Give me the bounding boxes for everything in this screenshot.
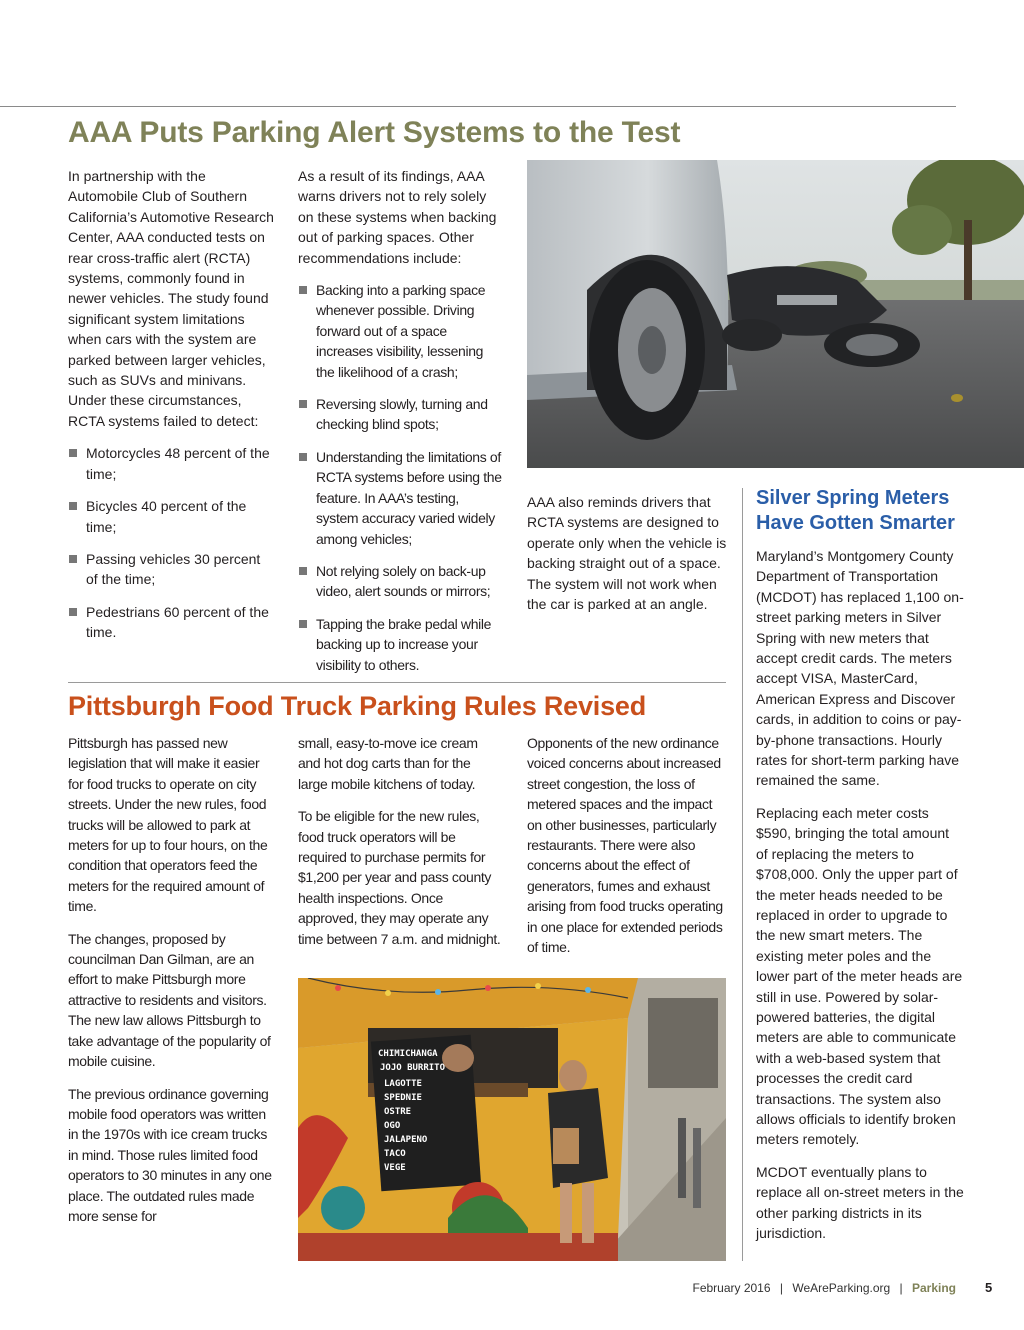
aaa-column-1 (68, 166, 274, 655)
list-item: Tapping the brake pedal while backing up to increase your visibility to others. (298, 614, 504, 675)
article-title-pittsburgh: Pittsburgh Food Truck Parking Rules Revised (68, 691, 647, 721)
recommendations-list (298, 280, 504, 675)
list-item: Backing into a parking space whenever possible. Driving forward out of a space increases visibility, lessening the likelihood of a crash; (298, 280, 504, 382)
aaa-findings-paragraph: As a result of its findings, AAA warns drivers not to rely solely on these systems when backing out of parking spaces. Other recommendations include: (298, 168, 497, 266)
page-number: 5 (985, 1280, 993, 1295)
rcta-failure-list (68, 443, 274, 642)
aaa-column-3 (527, 492, 727, 626)
silver-spring-column (756, 546, 964, 1255)
truck-sign-item: TACO (384, 1149, 406, 1159)
truck-sign-item: VEGE (384, 1163, 406, 1173)
article-title-aaa: AAA Puts Parking Alert Systems to the Test (68, 116, 681, 149)
footer-separator: | (779, 1281, 783, 1295)
footer-site: WeAreParking.org (792, 1281, 891, 1295)
truck-sign-item: LAGOTTE (384, 1079, 422, 1089)
article-title-silver-spring: Silver Spring Meters Have Gotten Smarter (756, 487, 955, 534)
pittsburgh-paragraph: small, easy-to-move ice cream and hot dog carts than for the large mobile kitchens of today. (298, 735, 478, 792)
top-rule (0, 106, 956, 107)
pittsburgh-column-1 (68, 733, 272, 1238)
sidebar-rule (742, 488, 743, 1261)
aaa-column-2 (298, 166, 504, 687)
truck-sign-item: SPEDNIE (384, 1093, 422, 1103)
footer-date: February 2016 (692, 1281, 771, 1295)
footer-separator: | (899, 1281, 903, 1295)
list-item: Motorcycles 48 percent of the time; (68, 443, 274, 484)
list-item: Understanding the limitations of RCTA systems before using the feature. In AAA’s testing, system accuracy varied widely among vehicles; (298, 447, 504, 549)
page-footer (692, 1281, 956, 1295)
silver-spring-paragraph: MCDOT eventually plans to replace all on-street meters in the other parking districts in its jurisdiction. (756, 1163, 964, 1241)
pittsburgh-paragraph: Pittsburgh has passed new legislation that will make it easier for food trucks to operate on city streets. Under the new rules, food trucks will be allowed to park at meters for up to four hours, on the condition that operators feed the meters for the required amount of time. (68, 735, 268, 915)
truck-sign-item: JALAPENO (384, 1135, 428, 1145)
list-item: Passing vehicles 30 percent of the time; (68, 549, 274, 590)
silver-spring-paragraph: Replacing each meter costs $590, bringing the total amount of replacing the meters to $708,000. Only the upper part of the meter heads needed to be replaced in order to upgrade to the new smart meters. The existing meter poles and the lower part of the meter heads are still in use. Powered by solar-powered batteries, the digital meters are able to communicate with a web-based system that processes the credit card transactions. The system also allows officials to identify broken meters remotely. (756, 804, 963, 1148)
section-divider (68, 682, 726, 683)
pittsburgh-paragraph: Opponents of the new ordinance voiced concerns about increased street congestion, the loss of metered spaces and the impact on other businesses, particularly restaurants. There were also concerns about the effect of generators, fumes and exhaust arising from food trucks operating in one place for extended periods of time. (527, 735, 723, 956)
food-truck-photo (298, 978, 726, 1261)
list-item: Not relying solely on back-up video, alert sounds or mirrors; (298, 561, 504, 602)
truck-sign-item: OSTRE (384, 1107, 412, 1117)
footer-brand: Parking (911, 1281, 956, 1295)
pittsburgh-column-3 (527, 733, 727, 969)
pittsburgh-column-2 (298, 733, 502, 961)
silver-spring-paragraph: Maryland’s Montgomery County Department of Transportation (MCDOT) has replaced 1,100 on-street parking meters in Silver Spring with new meters that accept credit cards. The meters accept VISA, MasterCard, American Express and Discover cards, in addition to coins or pay-by-phone transactions. Hourly rates for short-term parking have remained the same. (756, 548, 964, 789)
list-item: Reversing slowly, turning and checking blind spots; (298, 394, 504, 435)
truck-sign-item: OGO (384, 1121, 401, 1131)
pittsburgh-paragraph: The previous ordinance governing mobile food operators was written in the 1970s with ice cream trucks in mind. Those rules limited food operators to 30 minutes in any one place. The outdated rules made more sense for (68, 1085, 272, 1224)
truck-sign-line: CHIMICHANGA (378, 1049, 438, 1059)
pittsburgh-paragraph: To be eligible for the new rules, food truck operators will be required to purchase permits for $1,200 per year and pass county health inspections. Once approved, they may operate any time between 7 a.m. and midnight. (298, 808, 501, 947)
pittsburgh-paragraph: The changes, proposed by councilman Dan Gilman, are an effort to make Pittsburgh more attractive to residents and visitors. The new law allows Pittsburgh to take advantage of the popularity of mobile cuisine. (68, 930, 271, 1070)
motorcycle-accident-photo (527, 160, 1024, 468)
list-item: Pedestrians 60 percent of the time. (68, 602, 274, 643)
aaa-reminder-paragraph: AAA also reminds drivers that RCTA systems are designed to operate only when the vehicle is backing straight out of a space. The system will not work when the car is parked at an angle. (527, 494, 727, 613)
aaa-intro-paragraph: In partnership with the Automobile Club of Southern California’s Automotive Research Center, AAA conducted tests on rear cross-traffic alert (RCTA) systems, commonly found in newer vehicles. The study found significant system limitations when cars with the system are parked between larger vehicles, such as SUVs and minivans. Under these circumstances, RCTA systems failed to detect: (68, 168, 274, 429)
list-item: Bicycles 40 percent of the time; (68, 496, 274, 537)
truck-sign-line: JOJO BURRITO (380, 1063, 446, 1073)
